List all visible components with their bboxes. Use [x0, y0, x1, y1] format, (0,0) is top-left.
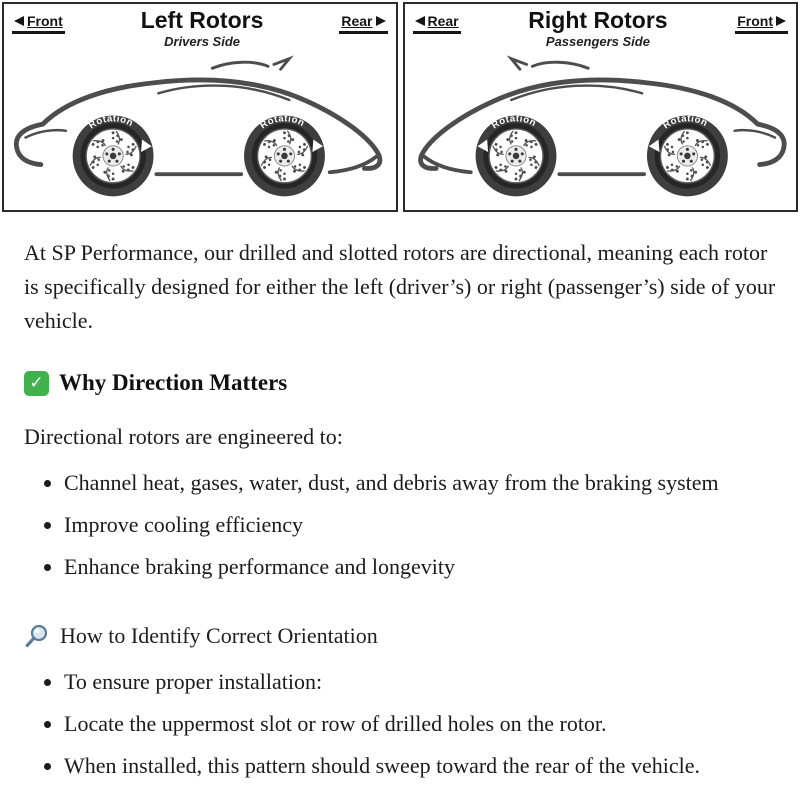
why-direction-matters-heading: [24, 370, 776, 396]
panel-subtitle: Drivers Side: [164, 34, 240, 49]
direction-label: Front: [27, 13, 63, 29]
svg-text:Rotation: Rotation: [258, 113, 307, 132]
left-rotors-panel: [2, 2, 398, 212]
panel-title: Left Rotors: [140, 7, 264, 33]
list-item: • Improve cooling efficiency: [64, 508, 776, 541]
panel-title: Right Rotors: [528, 7, 668, 33]
orientation-heading: [24, 623, 776, 649]
intro-paragraph: At SP Performance, our drilled and slotted rotors are directional, meaning each rotor is specifically designed for either the left (driver’s) or right (passenger’s) side of your vehicle.: [24, 240, 776, 334]
direction-label: Front: [737, 13, 773, 29]
car-illustration-right: [413, 51, 789, 203]
magnifying-glass-icon: [24, 623, 50, 649]
benefits-list: [24, 466, 776, 583]
panel-header: [12, 9, 388, 49]
panel-subtitle: Passengers Side: [545, 34, 650, 49]
heading-text: Why Direction Matters: [59, 370, 288, 396]
direction-label: Rear: [427, 13, 459, 29]
heading-text: How to Identify Correct Orientation: [60, 623, 378, 649]
list-item: • To ensure proper installation:: [64, 665, 776, 698]
arrow-right-icon: [776, 16, 786, 26]
arrow-right-icon: [376, 16, 386, 26]
front-direction-arrow: [12, 12, 65, 34]
car-illustration-left: [12, 51, 388, 203]
svg-text:Rotation: Rotation: [660, 113, 709, 132]
orientation-list: [24, 665, 776, 782]
list-item: • Channel heat, gases, water, dust, and debris away from the braking system: [64, 466, 776, 499]
arrow-left-icon: [14, 16, 24, 26]
list-item: • Locate the uppermost slot or row of drilled holes on the rotor.: [64, 707, 776, 740]
svg-text:Rotation: Rotation: [86, 113, 136, 132]
direction-label: Rear: [341, 13, 373, 29]
check-mark-icon: ✓: [24, 371, 49, 396]
list-item: • Enhance braking performance and longevity: [64, 550, 776, 583]
right-rotors-panel: [403, 2, 799, 212]
front-direction-arrow: [735, 12, 788, 34]
rear-direction-arrow: [339, 12, 387, 34]
engineered-to-lead: Directional rotors are engineered to:: [24, 424, 343, 450]
rotor-direction-diagram: [0, 0, 800, 212]
svg-text:Rotation: Rotation: [489, 113, 538, 132]
rear-direction-arrow: [413, 12, 461, 34]
list-item: • When installed, this pattern should sweep toward the rear of the vehicle.: [64, 749, 776, 782]
arrow-left-icon: [415, 16, 425, 26]
panel-header: [413, 9, 789, 49]
panel-titles: [461, 9, 736, 49]
panel-titles: [65, 9, 340, 49]
